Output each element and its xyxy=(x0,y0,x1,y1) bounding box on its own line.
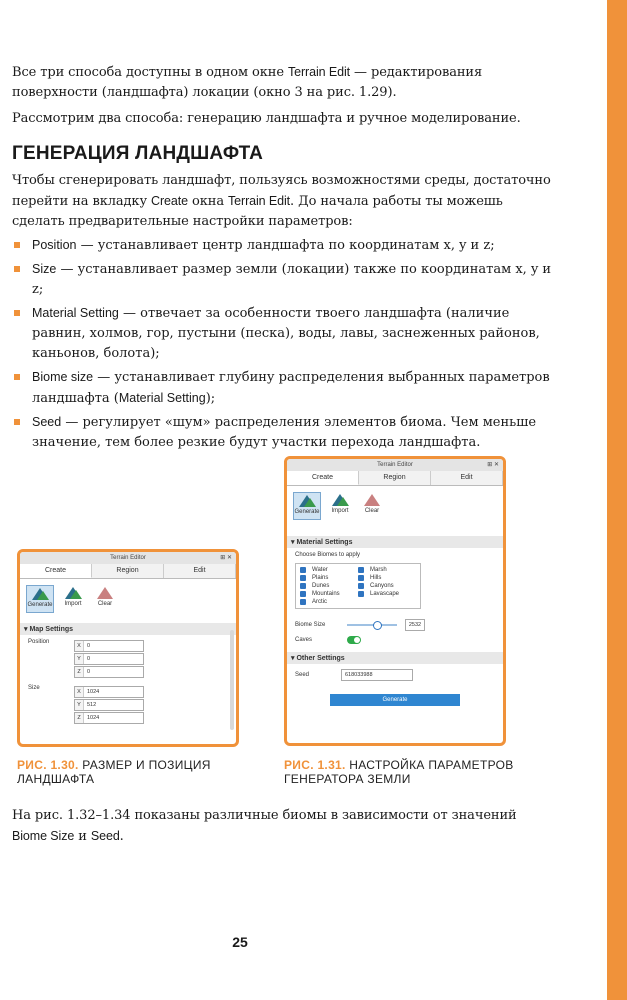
size-z-field[interactable]: Z 1024 xyxy=(74,712,144,724)
biome-arctic-checkbox[interactable]: Arctic xyxy=(300,599,358,605)
editor-titlebar: Terrain Editor ⊞ ✕ xyxy=(20,552,236,564)
generate-icon xyxy=(32,586,48,600)
generate-action-button[interactable]: Generate xyxy=(330,694,460,706)
import-icon xyxy=(332,492,348,506)
tab-region[interactable]: Region xyxy=(92,564,164,578)
clear-button[interactable]: Clear xyxy=(359,492,385,520)
biome-size-slider[interactable] xyxy=(347,624,397,626)
biome-hills-checkbox[interactable]: Hills xyxy=(358,575,416,581)
import-button[interactable]: Import xyxy=(60,585,86,613)
scrollbar[interactable] xyxy=(230,630,234,730)
size-x-field[interactable]: X 1024 xyxy=(74,686,144,698)
clear-icon xyxy=(364,492,380,506)
position-label: Position xyxy=(28,639,50,645)
list-item: Position — устанавливает центр ландшафта по координатам x, y и z; xyxy=(12,235,552,256)
figure-1-31-screenshot xyxy=(284,456,506,746)
window-controls[interactable]: ⊞ ✕ xyxy=(220,555,232,561)
page-edge-bar xyxy=(607,0,627,1000)
seed-input[interactable]: 618033988 xyxy=(341,669,413,681)
caves-row xyxy=(287,634,503,646)
biome-water-checkbox[interactable]: Water xyxy=(300,567,358,573)
footer-paragraph: На рис. 1.32–1.34 показаны различные биомы в зависимости от значений Biome Size и Seed. xyxy=(12,808,517,844)
biome-mountains-checkbox[interactable]: Mountains xyxy=(300,591,358,597)
tab-edit[interactable]: Edit xyxy=(431,471,503,485)
material-settings-header[interactable]: ▾ Material Settings xyxy=(287,536,503,548)
tab-region[interactable]: Region xyxy=(359,471,431,485)
generate-button[interactable]: Generate xyxy=(293,492,321,520)
seed-row xyxy=(287,664,503,684)
tab-edit[interactable]: Edit xyxy=(164,564,236,578)
biome-size-input[interactable]: 2532 xyxy=(405,619,425,631)
biome-lavascape-checkbox[interactable]: Lavascape xyxy=(358,591,416,597)
intro-paragraph-1: Все три способа доступны в одном окне Terrain Edit — редактирования поверхности (ландшафта) локации (окно 3 на рис. 1.29). xyxy=(12,65,483,100)
size-row xyxy=(20,681,236,727)
window-controls[interactable]: ⊞ ✕ xyxy=(487,462,499,468)
biome-marsh-checkbox[interactable]: Marsh xyxy=(358,567,416,573)
clear-icon xyxy=(97,585,113,599)
import-button[interactable]: Import xyxy=(327,492,353,520)
position-row xyxy=(20,635,236,681)
section-paragraph: Чтобы сгенерировать ландшафт, пользуясь возможностями среды, достаточно перейти на вкладку Create окна Terrain Edit. До начала работы ты можешь сделать предварительные настройки параметров: xyxy=(12,173,551,229)
map-settings-header[interactable]: ▾ Map Settings xyxy=(20,623,236,635)
page-number: 25 xyxy=(232,934,248,950)
generate-icon xyxy=(299,493,315,507)
editor-titlebar: Terrain Editor ⊞ ✕ xyxy=(287,459,503,471)
caves-toggle[interactable] xyxy=(347,636,361,644)
editor-toolbar xyxy=(20,579,236,615)
intro-paragraph-2: Рассмотрим два способа: генерацию ландшафта и ручное моделирование. xyxy=(12,111,521,126)
section-heading: ГЕНЕРАЦИЯ ЛАНДШАФТА xyxy=(12,143,264,164)
caves-label: Caves xyxy=(295,637,313,643)
parameter-list xyxy=(12,235,552,453)
list-item: Seed — регулирует «шум» распределения элементов биома. Чем меньше значение, тем более резкие будут участки перехода ландшафта. xyxy=(12,412,552,453)
position-x-field[interactable]: X 0 xyxy=(74,640,144,652)
other-settings-header[interactable]: ▾ Other Settings xyxy=(287,652,503,664)
import-icon xyxy=(65,585,81,599)
seed-label: Seed xyxy=(295,672,310,678)
biome-canyons-checkbox[interactable]: Canyons xyxy=(358,583,416,589)
biome-plains-checkbox[interactable]: Plains xyxy=(300,575,358,581)
biome-dunes-checkbox[interactable]: Dunes xyxy=(300,583,358,589)
choose-biomes-label: Choose Biomes to apply xyxy=(295,552,361,558)
biome-checklist xyxy=(295,563,421,609)
list-item: Size — устанавливает размер земли (локации) также по координатам x, y и z; xyxy=(12,259,552,300)
position-y-field[interactable]: Y 0 xyxy=(74,653,144,665)
editor-toolbar xyxy=(287,486,503,522)
figure-1-30-caption: РИС. 1.30. РАЗМЕР И ПОЗИЦИЯ ЛАНДШАФТА xyxy=(17,758,211,786)
list-item: Biome size — устанавливает глубину распределения выбранных параметров ландшафта (Material Setting); xyxy=(12,367,552,409)
editor-tabs xyxy=(287,471,503,486)
biome-size-row xyxy=(287,612,503,634)
biome-size-label: Biome Size xyxy=(295,622,326,628)
editor-tabs xyxy=(20,564,236,579)
clear-button[interactable]: Clear xyxy=(92,585,118,613)
tab-create[interactable]: Create xyxy=(20,564,92,578)
size-y-field[interactable]: Y 512 xyxy=(74,699,144,711)
slider-knob[interactable] xyxy=(373,621,382,630)
figure-1-31-caption: РИС. 1.31. НАСТРОЙКА ПАРАМЕТРОВ ГЕНЕРАТОРА ЗЕМЛИ xyxy=(284,758,514,786)
position-z-field[interactable]: Z 0 xyxy=(74,666,144,678)
size-label: Size xyxy=(28,685,40,691)
tab-create[interactable]: Create xyxy=(287,471,359,485)
figure-1-30-screenshot xyxy=(17,549,239,747)
page-content xyxy=(12,62,552,456)
generate-button[interactable]: Generate xyxy=(26,585,54,613)
list-item: Material Setting — отвечает за особенности твоего ландшафта (наличие равнин, холмов, гор, пустыни (песка), воды, лавы, заснеженных районов, каньонов, болота); xyxy=(12,303,552,364)
